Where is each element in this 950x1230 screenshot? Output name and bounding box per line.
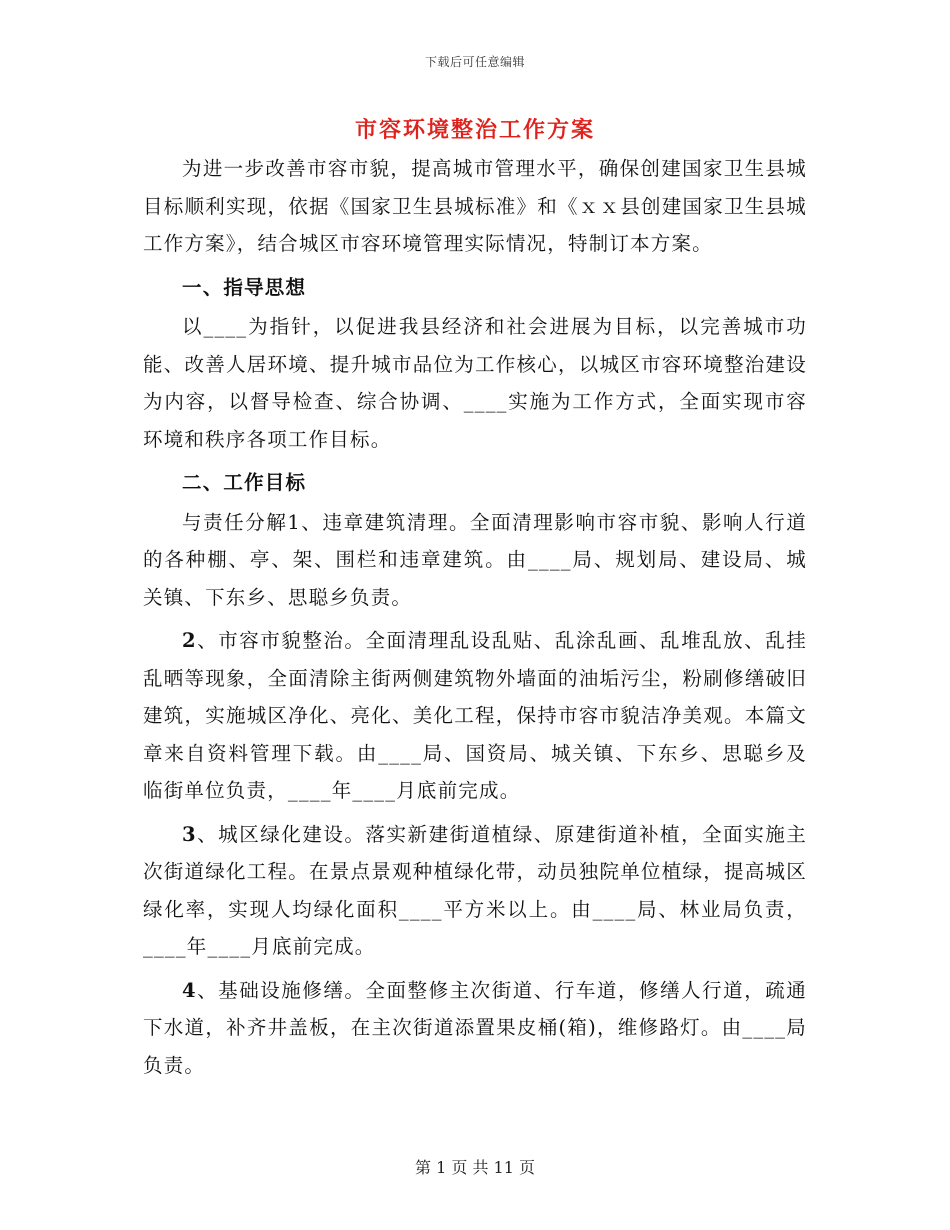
section-heading-guiding-ideology: 一、指导思想: [182, 275, 307, 299]
goal-item-4-number: 4: [182, 978, 197, 1002]
section-heading-work-goals: 二、工作目标: [182, 471, 307, 494]
document-body: [143, 150, 807, 1084]
header-note: 下载后可任意编辑: [424, 55, 525, 69]
page-footer: 第 1 页 共 11 页: [415, 1158, 535, 1177]
goal-item-3-number: 3: [182, 822, 197, 846]
goal-item-3-text: 、城区绿化建设。落实新建街道植绿、原建街道补植，全面实施主次街道绿化工程。在景点景观种植绿化带，动员独院单位植绿，提高城区绿化率，实现人均绿化面积____平方米以上。由____局、林业局负责，____年____月底前完成。: [143, 822, 807, 958]
intro-paragraph: 为进一步改善市容市貌，提高城市管理水平，确保创建国家卫生县城目标顺利实现，依据《国家卫生县城标准》和《ｘｘ县创建国家卫生县城工作方案》，结合城区市容环境管理实际情况，特制订本方案。: [143, 157, 807, 255]
goal-item-2-text: 、市容市貌整治。全面清理乱设乱贴、乱涂乱画、乱堆乱放、乱挂乱晒等现象，全面清除主街两侧建筑物外墙面的油垢污尘，粉刷修缮破旧建筑，实施城区净化、亮化、美化工程，保持市容市貌洁净美观。本篇文章来自资料管理下载。由____局、国资局、城关镇、下东乡、思聪乡及临街单位负责，____年____月底前完成。: [143, 629, 807, 802]
guiding-ideology-paragraph: 以____为指针，以促进我县经济和社会进展为目标，以完善城市功能、改善人居环境、提升城市品位为工作核心，以城区市容环境整治建设为内容，以督导检查、综合协调、____实施为工作方式，全面实现市容环境和秩序各项工作目标。: [143, 315, 807, 451]
goal-item-3: [143, 816, 807, 966]
goal-item-4-text: 、基础设施修缮。全面整修主次街道、行车道，修缮人行道，疏通下水道，补齐井盖板，在主次街道添置果皮桶(箱)，维修路灯。由____局负责。: [143, 978, 807, 1077]
goal-item-2-number: 2: [182, 629, 197, 652]
goal-item-4: [143, 972, 807, 1085]
goal-item-1: 与责任分解1、违章建筑清理。全面清理影响市容市貌、影响人行道的各种棚、亭、架、围栏和违章建筑。由____局、规划局、建设局、城关镇、下东乡、思聪乡负责。: [143, 510, 807, 609]
document-title: 市容环境整治工作方案: [354, 117, 595, 143]
goal-item-2: [143, 622, 807, 810]
